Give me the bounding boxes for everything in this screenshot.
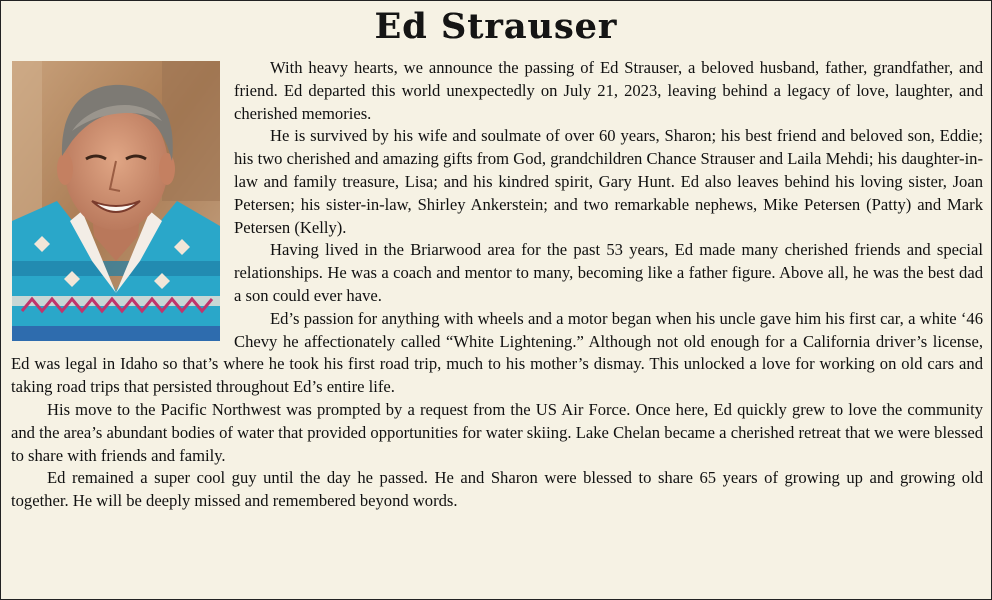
paragraph-announcement: With heavy hearts, we announce the passing of Ed Strauser, a beloved husband, father, grandfather, and friend. Ed departed this world unexpectedly on July 21, 2023, leaving behind a legacy of love, laughter, and cherished memories.: [234, 58, 983, 123]
paragraph-closing: Ed remained a super cool guy until the day he passed. He and Sharon were blessed to share 65 years of growing up and growing old together. He will be deeply missed and remembered beyond words.: [11, 468, 983, 511]
paragraph-cars: Ed’s passion for anything with wheels and a motor began when his uncle gave him his first car, a white ‘46 Chevy he affectionately called “White Lightening.” Although not old enough for a California driver’s license, Ed was legal in Idaho so that’s where he took his first road trip, much to his mother’s dismay. This unlocked a love for working on old cars and taking road trips that persisted throughout Ed’s entire life.: [11, 308, 983, 397]
obituary-title: Ed Strauser: [374, 6, 618, 47]
paragraph-pacific-northwest: His move to the Pacific Northwest was prompted by a request from the US Air Force. Once here, Ed quickly grew to love the community and the area’s abundant bodies of water that provided opportunities for water skiing. Lake Chelan became a cherished retreat that we were blessed to share with friends and family.: [11, 399, 983, 465]
paragraph-survivors: He is survived by his wife and soulmate of over 60 years, Sharon; his best friend and beloved son, Eddie; his two cherished and amazing gifts from God, grandchildren Chance Strauser and Laila Mehdi; his daughter-in-law and family treasure, Lisa; and his kindred spirit, Gary Hunt. Ed also leaves behind his loving sister, Joan Petersen; his sister-in-law, Shirley Ankerstein; and two remarkable nephews, Mike Petersen (Patty) and Mark Petersen (Kelly).: [234, 126, 983, 237]
paragraph-community: Having lived in the Briarwood area for the past 53 years, Ed made many cherished friends and special relationships. He was a coach and mentor to many, becoming like a father figure. Above all, he was the best dad a son could ever have.: [234, 240, 983, 305]
photo-spacer: [11, 57, 234, 349]
obituary-body: [11, 57, 983, 513]
